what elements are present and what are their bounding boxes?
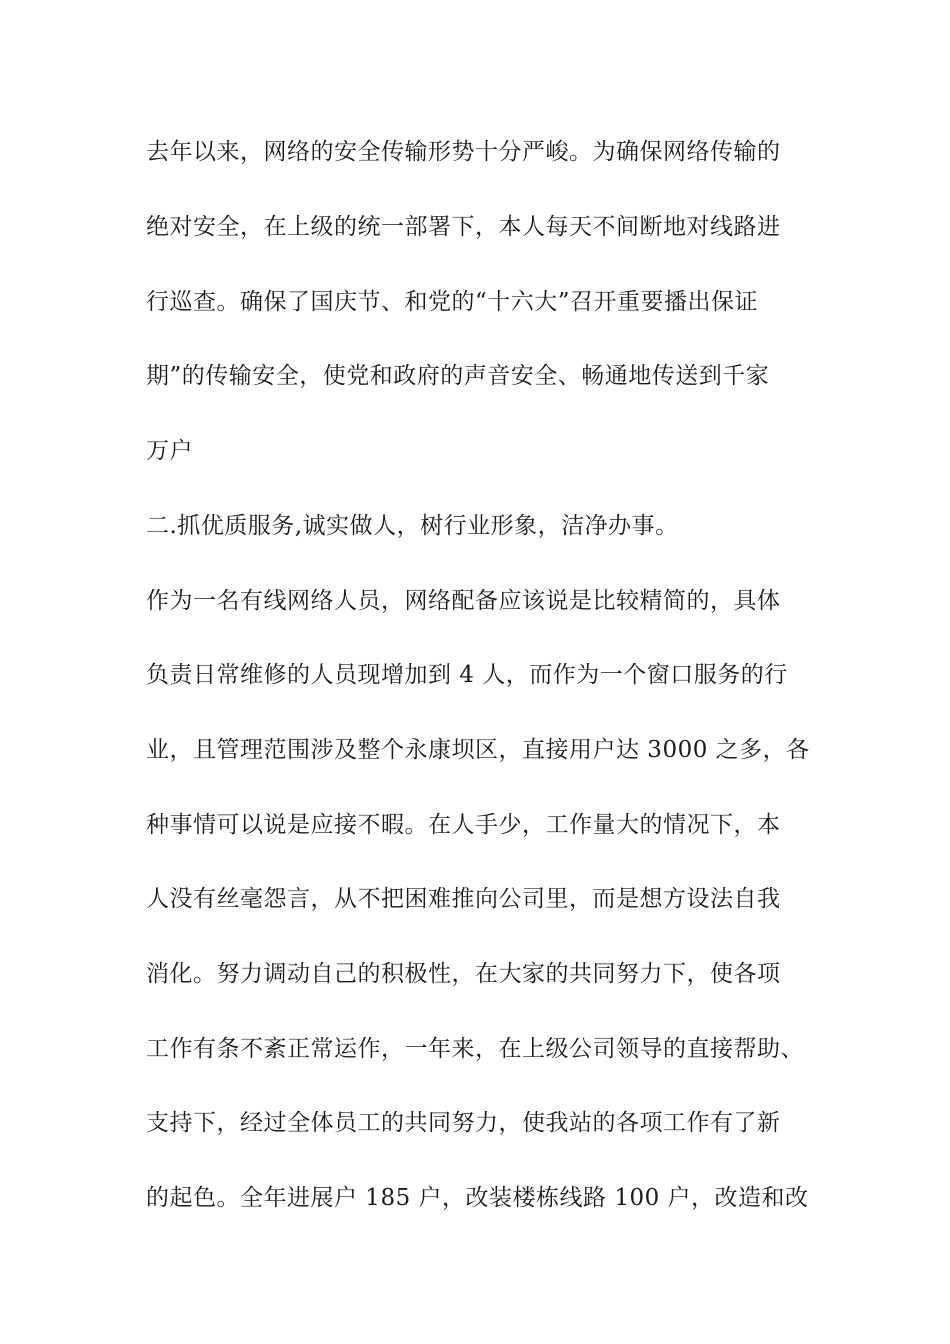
text-line: 去年以来，网络的安全传输形势十分严峻。为确保网络传输的 xyxy=(146,139,781,165)
text-line: 工作有条不紊正常运作，一年来，在上级公司领导的直接帮助、 xyxy=(146,1036,804,1062)
text-line: 种事情可以说是应接不暇。在人手少，工作量大的情况下，本 xyxy=(146,812,781,838)
text-line: 业，且管理范围涉及整个永康坝区，直接用户达 3000 之多，各 xyxy=(146,737,810,763)
section-heading: 二.抓优质服务,诚实做人，树行业形象，洁净办事。 xyxy=(146,513,679,539)
text-line: 负责日常维修的人员现增加到 4 人，而作为一个窗口服务的行 xyxy=(146,662,788,688)
text-line: 消化。努力调动自己的积极性，在大家的共同努力下，使各项 xyxy=(146,961,781,987)
text-line: 期”的传输安全，使党和政府的声音安全、畅通地传送到千家 xyxy=(146,363,770,389)
text-line: 作为一名有线网络人员，网络配备应该说是比较精简的，具体 xyxy=(146,588,781,614)
text-line: 行巡查。确保了国庆节、和党的“十六大”召开重要播出保证 xyxy=(146,289,759,315)
text-line: 万户 xyxy=(146,438,193,464)
text-line: 支持下，经过全体员工的共同努力，使我站的各项工作有了新 xyxy=(146,1110,781,1136)
text-line: 人没有丝毫怨言，从不把困难推向公司里，而是想方设法自我 xyxy=(146,886,781,912)
text-line: 绝对安全，在上级的统一部署下，本人每天不间断地对线路进 xyxy=(146,214,781,240)
text-line: 的起色。全年进展户 185 户，改装楼栋线路 100 户，改造和改 xyxy=(146,1185,809,1211)
